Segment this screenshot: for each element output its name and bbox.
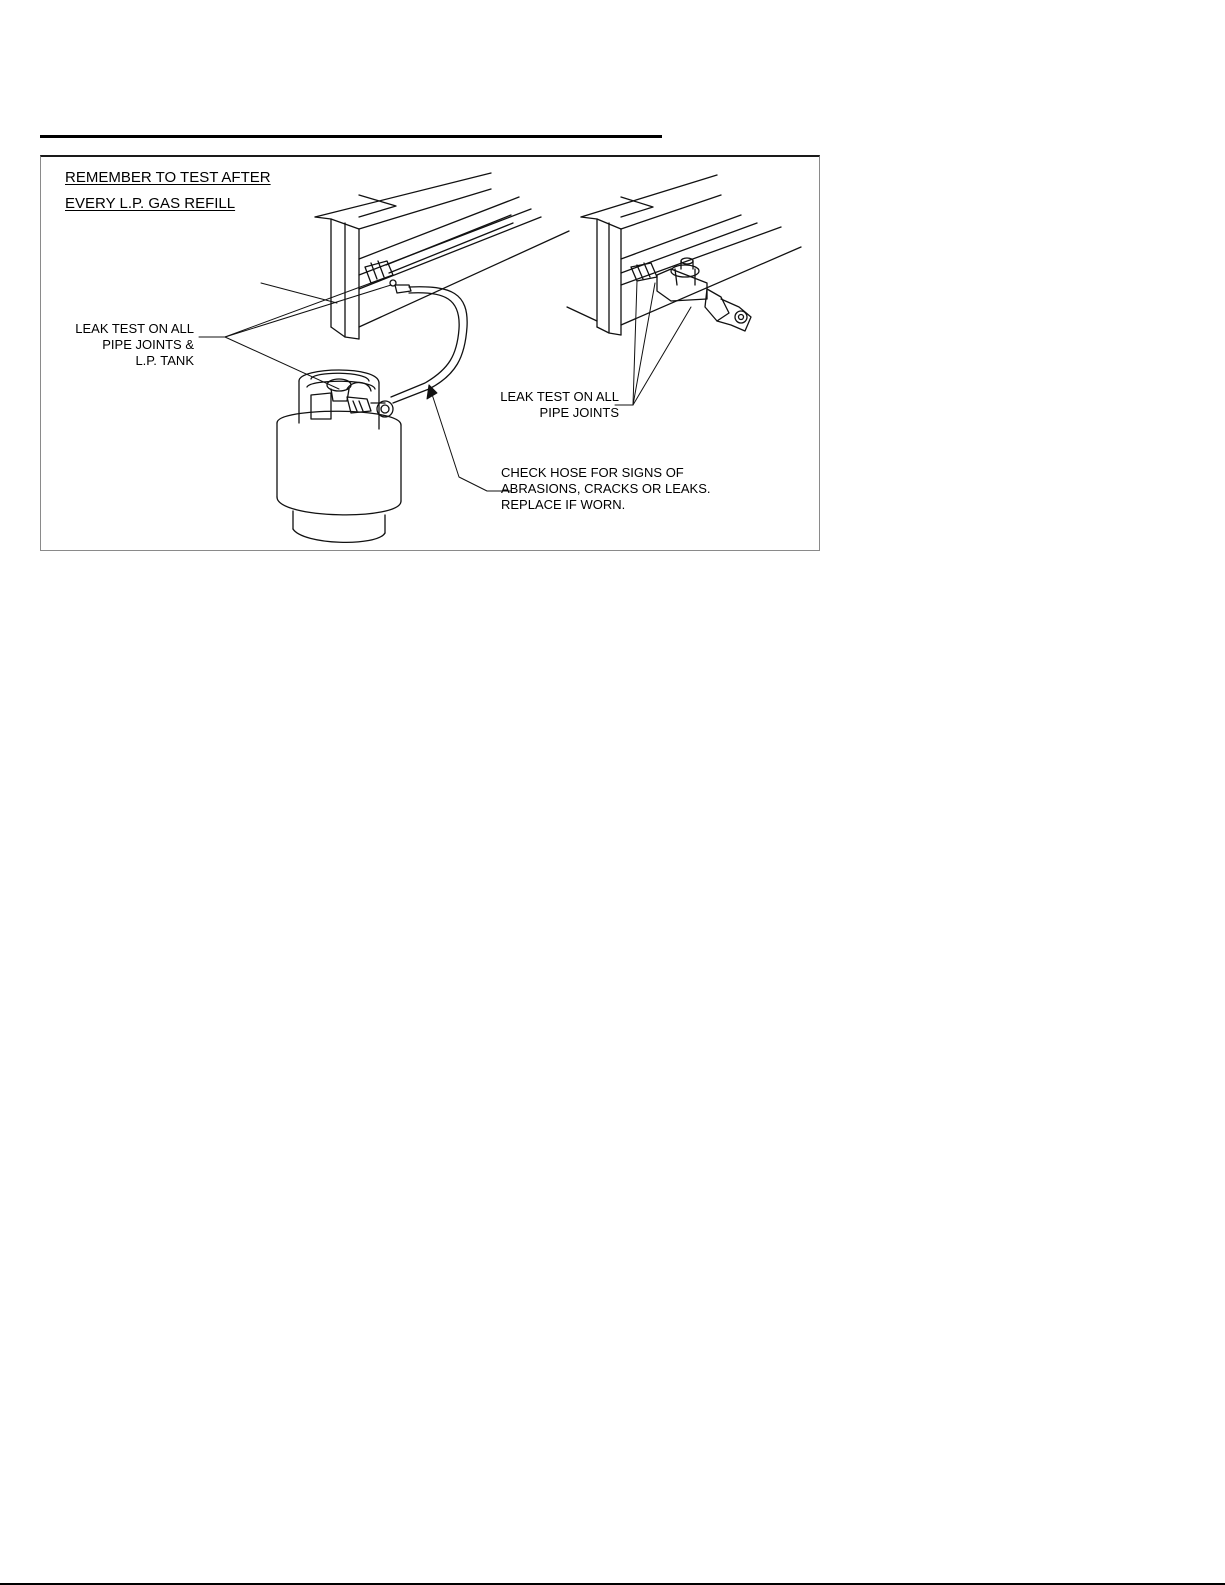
left-leak-test-label [41, 321, 194, 369]
right-leak-label-line2: PIPE JOINTS [539, 405, 619, 420]
right-leak-test-label [461, 389, 619, 421]
leak-test-figure [40, 155, 820, 551]
left-leak-label-line3: L.P. TANK [135, 353, 194, 368]
left-leak-label-line1: LEAK TEST ON ALL [75, 321, 194, 336]
refill-reminder [65, 169, 271, 213]
refill-reminder-line1: REMEMBER TO TEST AFTER [65, 169, 271, 186]
right-grill-frame [567, 175, 801, 335]
left-valve-fitting [365, 261, 411, 293]
hose-check-label [501, 465, 711, 513]
hose-label-line2: ABRASIONS, CRACKS OR LEAKS. [501, 481, 711, 496]
left-leak-label-line2: PIPE JOINTS & [102, 337, 194, 352]
lp-tank [277, 370, 401, 542]
refill-reminder-line2: EVERY L.P. GAS REFILL [65, 195, 236, 212]
left-leak-leaders [199, 283, 391, 389]
hose-label-line1: CHECK HOSE FOR SIGNS OF [501, 465, 684, 480]
right-leak-label-line1: LEAK TEST ON ALL [500, 389, 619, 404]
top-rule [40, 135, 662, 138]
hose-label-line3: REPLACE IF WORN. [501, 497, 626, 512]
left-grill-frame [315, 173, 569, 339]
